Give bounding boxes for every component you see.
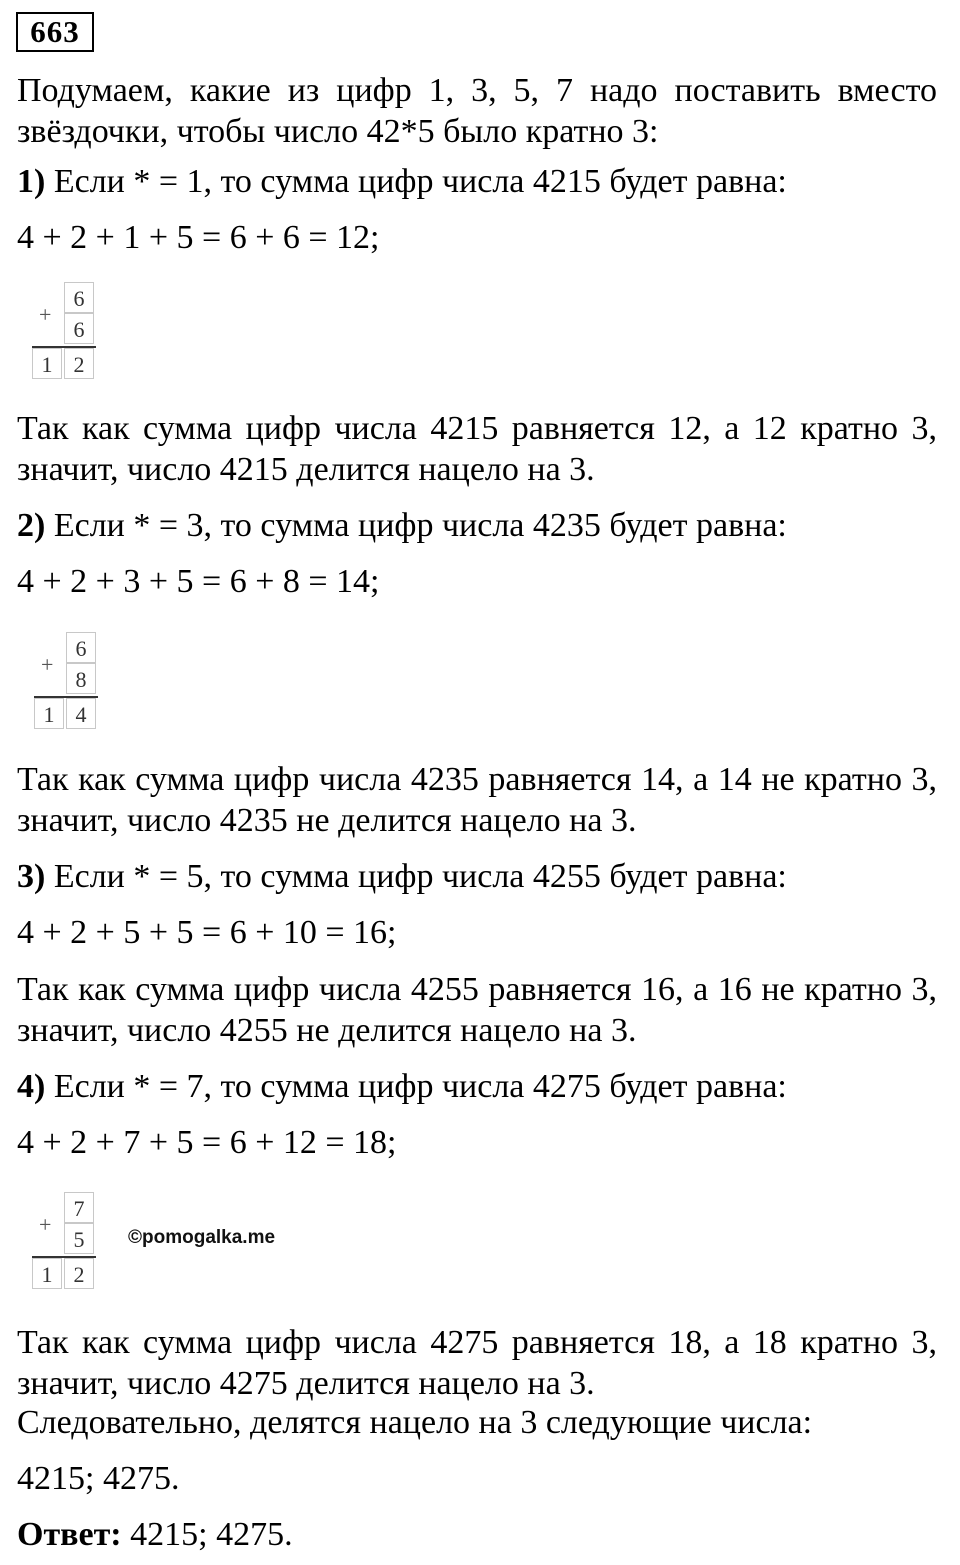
case-1-conclusion-line-2: значит, число 4215 делится нацело на 3. — [17, 451, 595, 488]
summary-numbers: 4215; 4275. — [17, 1460, 180, 1497]
case-3-conclusion-line-2: значит, число 4255 не делится нацело на 3. — [17, 1012, 637, 1049]
column-bottom-digit: 5 — [64, 1223, 94, 1254]
case-1-equation: 4 + 2 + 1 + 5 = 6 + 6 = 12; — [17, 219, 380, 256]
case-4-condition — [17, 1066, 937, 1107]
case-2-condition — [17, 505, 937, 546]
column-top-digit: 6 — [66, 632, 96, 663]
intro-line-1: Подумаем, какие из цифр 1, 3, 5, 7 надо поставить вместо — [17, 72, 937, 109]
case-1-label: 1) — [17, 163, 46, 200]
case-3-text: Если * = 5, то сумма цифр числа 4255 будет равна: — [53, 858, 787, 895]
answer-label: Ответ: — [17, 1516, 122, 1553]
case-3-label: 3) — [17, 858, 46, 895]
summary-text: Следовательно, делятся нацело на 3 следующие числа: — [17, 1404, 813, 1441]
column-top-digit: 6 — [64, 282, 94, 313]
plus-sign: + — [41, 652, 54, 677]
case-2-column-addition — [34, 632, 98, 728]
column-result-units: 2 — [64, 1258, 94, 1289]
case-1-condition — [17, 161, 937, 202]
case-4-conclusion-line-2: значит, число 4275 делится нацело на 3. — [17, 1365, 595, 1402]
column-bottom-digit: 8 — [66, 663, 96, 694]
case-1-text: Если * = 1, то сумма цифр числа 4215 будет равна: — [53, 163, 787, 200]
task-number: 663 — [16, 12, 94, 52]
column-result-tens: 1 — [32, 1258, 62, 1289]
case-2-conclusion-line-2: значит, число 4235 не делится нацело на 3. — [17, 802, 637, 839]
answer-value: 4215; 4275. — [130, 1516, 293, 1553]
intro-line-2: звёздочки, чтобы число 42*5 было кратно 3: — [17, 113, 659, 150]
column-result-tens: 1 — [32, 348, 62, 379]
case-4-equation: 4 + 2 + 7 + 5 = 6 + 12 = 18; — [17, 1124, 397, 1161]
case-3-condition — [17, 856, 937, 897]
plus-sign: + — [39, 302, 52, 327]
case-1-conclusion-line-1: Так как сумма цифр числа 4215 равняется 12, а 12 кратно 3, — [17, 410, 937, 447]
case-2-conclusion-line-1: Так как сумма цифр числа 4235 равняется 14, а 14 не кратно 3, — [17, 761, 937, 798]
column-bottom-digit: 6 — [64, 313, 94, 344]
case-4-column-addition — [32, 1192, 96, 1288]
case-3-equation: 4 + 2 + 5 + 5 = 6 + 10 = 16; — [17, 914, 397, 951]
column-result-units: 4 — [66, 698, 96, 729]
case-4-conclusion-line-1: Так как сумма цифр числа 4275 равняется 18, а 18 кратно 3, — [17, 1324, 937, 1361]
case-2-equation: 4 + 2 + 3 + 5 = 6 + 8 = 14; — [17, 563, 380, 600]
answer-line — [17, 1514, 937, 1555]
plus-sign: + — [39, 1212, 52, 1237]
case-2-label: 2) — [17, 507, 46, 544]
case-3-conclusion-line-1: Так как сумма цифр числа 4255 равняется 16, а 16 не кратно 3, — [17, 971, 937, 1008]
column-top-digit: 7 — [64, 1192, 94, 1223]
case-1-column-addition — [32, 282, 96, 378]
watermark: ©pomogalka.me — [128, 1227, 276, 1248]
case-4-text: Если * = 7, то сумма цифр числа 4275 будет равна: — [53, 1068, 787, 1105]
column-result-tens: 1 — [34, 698, 64, 729]
case-4-label: 4) — [17, 1068, 46, 1105]
case-2-text: Если * = 3, то сумма цифр числа 4235 будет равна: — [53, 507, 787, 544]
column-result-units: 2 — [64, 348, 94, 379]
